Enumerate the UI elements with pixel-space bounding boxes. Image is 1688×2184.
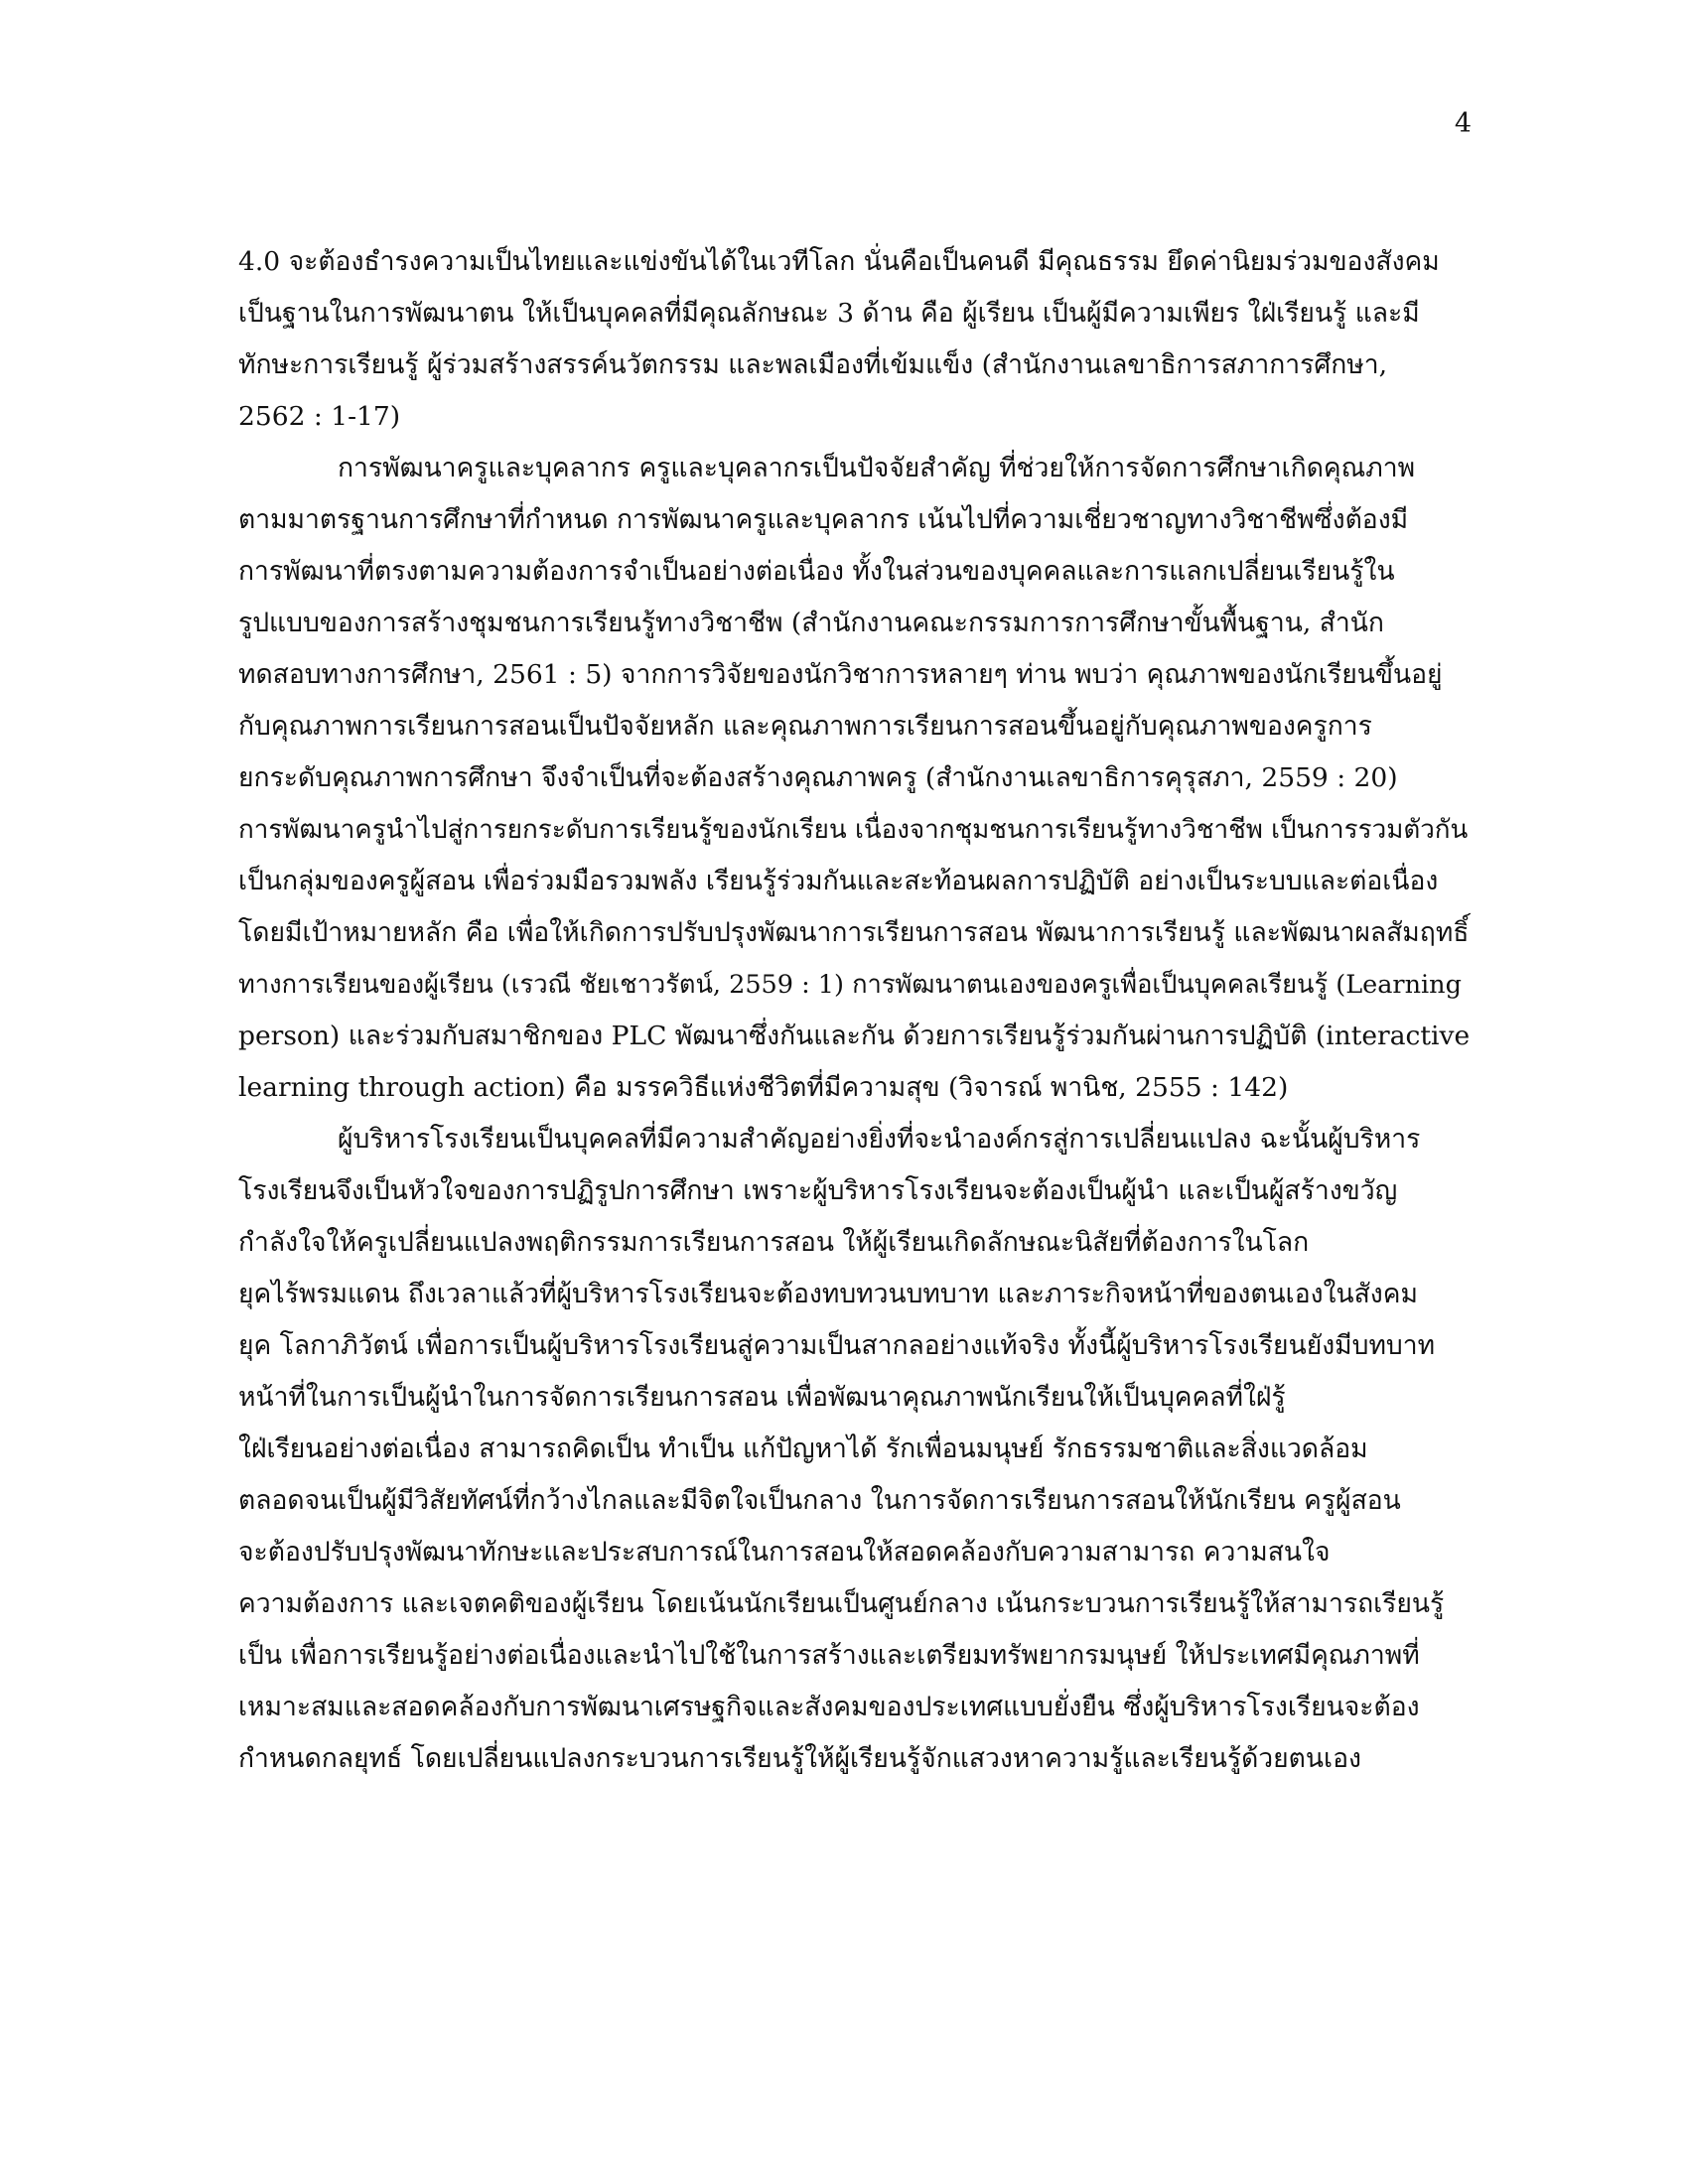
text-line: 2562 : 1-17) — [238, 401, 401, 432]
text-line: โรงเรียนจึงเป็นหัวใจของการปฏิรูปการศึกษา เพราะผู้บริหารโรงเรียนจะต้องเป็นผู้นำ และเป็นผู้สร้างขวัญ — [238, 1175, 1398, 1206]
text-line: รูปแบบของการสร้างชุมชนการเรียนรู้ทางวิชาชีพ (สำนักงานคณะกรรมการการศึกษาขั้นพื้นฐาน, สำนัก — [238, 608, 1384, 638]
text-line: โดยมีเป้าหมายหลัก คือ เพื่อให้เกิดการปรับปรุงพัฒนาการเรียนการสอน พัฒนาการเรียนรู้ และพัฒนาผลสัมฤทธิ์ — [238, 917, 1470, 948]
text-line: ยุคไร้พรมแดน ถึงเวลาแล้วที่ผู้บริหารโรงเรียนจะต้องทบทวนบทบาท และภาระกิจหน้าที่ของตนเองในสังคม — [238, 1279, 1418, 1309]
text-line: จะต้องปรับปรุงพัฒนาทักษะและประสบการณ์ในการสอนให้สอดคล้องกับความสามารถ ความสนใจ — [238, 1537, 1331, 1568]
text-line: ทางการเรียนของผู้เรียน (เรวณี ชัยเชาวรัตน์, 2559 : 1) การพัฒนาตนเองของครูเพื่อเป็นบุคคลเรียนรู้ (Learning — [238, 970, 1462, 1000]
text-line: person) และร่วมกับสมาชิกของ PLC พัฒนาซึ่งกันและกัน ด้วยการเรียนรู้ร่วมกันผ่านการปฏิบัติ (interactive — [238, 1021, 1471, 1051]
text-line: ตามมาตรฐานการศึกษาที่กำหนด การพัฒนาครูและบุคลากร เน้นไปที่ความเชี่ยวชาญทางวิชาชีพซึ่งต้องมี — [238, 504, 1409, 535]
text-line: ความต้องการ และเจตคติของผู้เรียน โดยเน้นนักเรียนเป็นศูนย์กลาง เน้นกระบวนการเรียนรู้ให้สามารถเรียนรู้ — [238, 1588, 1445, 1619]
text-line: การพัฒนาที่ตรงตามความต้องการจำเป็นอย่างต่อเนื่อง ทั้งในส่วนของบุคคลและการแลกเปลี่ยนเรียนรู้ใน — [238, 556, 1395, 587]
text-line: หน้าที่ในการเป็นผู้นำในการจัดการเรียนการสอน เพื่อพัฒนาคุณภาพนักเรียนให้เป็นบุคคลที่ใฝ่รู้ — [238, 1382, 1286, 1413]
text-line: กำลังใจให้ครูเปลี่ยนแปลงพฤติกรรมการเรียนการสอน ให้ผู้เรียนเกิดลักษณะนิสัยที่ต้องการในโลก — [238, 1227, 1310, 1258]
paragraph-first-line: การพัฒนาครูและบุคลากร ครูและบุคลากรเป็นปัจจัยสำคัญ ที่ช่วยให้การจัดการศึกษาเกิดคุณภาพ — [338, 453, 1416, 483]
text-line: 4.0 จะต้องธำรงความเป็นไทยและแข่งขันได้ในเวทีโลก นั่นคือเป็นคนดี มีคุณธรรม ยึดค่านิยมร่วมของสังคม — [238, 246, 1440, 277]
text-line: เป็นฐานในการพัฒนาตน ให้เป็นบุคคลที่มีคุณลักษณะ 3 ด้าน คือ ผู้เรียน เป็นผู้มีความเพียร ใฝ่เรียนรู้ และมี — [238, 298, 1420, 329]
text-line: ยุค โลกาภิวัตน์ เพื่อการเป็นผู้บริหารโรงเรียนสู่ความเป็นสากลอย่างแท้จริง ทั้งนี้ผู้บริหารโรงเรียนยังมีบทบาท — [238, 1330, 1436, 1361]
paragraph-first-line: ผู้บริหารโรงเรียนเป็นบุคคลที่มีความสำคัญอย่างยิ่งที่จะนำองค์กรสู่การเปลี่ยนแปลง ฉะนั้นผู้บริหาร — [338, 1124, 1421, 1155]
text-line: ตลอดจนเป็นผู้มีวิสัยทัศน์ที่กว้างไกลและมีจิตใจเป็นกลาง ในการจัดการเรียนการสอนให้นักเรียน ครูผู้สอน — [238, 1485, 1401, 1516]
page-number: 4 — [1454, 108, 1472, 139]
text-line: เป็นกลุ่มของครูผู้สอน เพื่อร่วมมือรวมพลัง เรียนรู้ร่วมกันและสะท้อนผลการปฏิบัติ อย่างเป็นระบบและต่อเนื่อง — [238, 866, 1439, 896]
body-text — [238, 236, 1470, 1785]
text-line: กับคุณภาพการเรียนการสอนเป็นปัจจัยหลัก และคุณภาพการเรียนการสอนขึ้นอยู่กับคุณภาพของครูการ — [238, 711, 1372, 742]
text-line: การพัฒนาครูนำไปสู่การยกระดับการเรียนรู้ของนักเรียน เนื่องจากชุมชนการเรียนรู้ทางวิชาชีพ เป็นการรวมตัวกัน — [238, 815, 1469, 845]
text-line: ใฝ่เรียนอย่างต่อเนื่อง สามารถคิดเป็น ทำเป็น แก้ปัญหาได้ รักเพื่อนมนุษย์ รักธรรมชาติและสิ่งแวดล้อม — [238, 1433, 1368, 1464]
text-line: ทักษะการเรียนรู้ ผู้ร่วมสร้างสรรค์นวัตกรรม และพลเมืองที่เข้มแข็ง (สำนักงานเลขาธิการสภาการศึกษา, — [238, 349, 1388, 380]
text-line: ทดสอบทางการศึกษา, 2561 : 5) จากการวิจัยของนักวิชาการหลายๆ ท่าน พบว่า คุณภาพของนักเรียนขึ้นอยู่ — [238, 659, 1443, 690]
text-line: learning through action) คือ มรรควิธีแห่งชีวิตที่มีความสุข (วิจารณ์ พานิช, 2555 : 142) — [238, 1072, 1289, 1103]
text-line: กำหนดกลยุทธ์ โดยเปลี่ยนแปลงกระบวนการเรียนรู้ให้ผู้เรียนรู้จักแสวงหาความรู้และเรียนรู้ด้วยตนเอง — [238, 1743, 1361, 1774]
text-line: เหมาะสมและสอดคล้องกับการพัฒนาเศรษฐกิจและสังคมของประเทศแบบยั่งยืน ซึ่งผู้บริหารโรงเรียนจะต้อง — [238, 1692, 1420, 1722]
text-line: เป็น เพื่อการเรียนรู้อย่างต่อเนื่องและนำไปใช้ในการสร้างและเตรียมทรัพยากรมนุษย์ ให้ประเทศมีคุณภาพที่ — [238, 1640, 1420, 1671]
text-line: ยกระดับคุณภาพการศึกษา จึงจำเป็นที่จะต้องสร้างคุณภาพครู (สำนักงานเลขาธิการคุรุสภา, 2559 : 20) — [238, 762, 1398, 793]
